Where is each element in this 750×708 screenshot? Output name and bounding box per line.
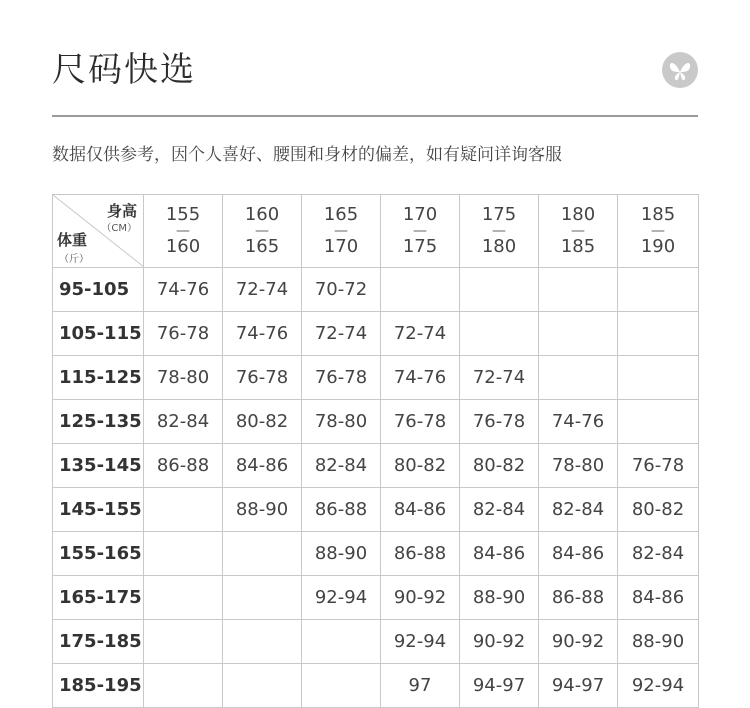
table-row [53, 400, 699, 444]
height-label: 身高 [106, 202, 137, 220]
height-from: 185 [640, 204, 676, 225]
size-cell: 72-74 [460, 356, 539, 400]
height-to: 185 [560, 236, 596, 257]
size-cell [144, 488, 223, 532]
size-cell: 74-76 [223, 312, 302, 356]
size-cell [618, 268, 699, 312]
weight-row-label: 95-105 [53, 268, 144, 312]
table-row [53, 444, 699, 488]
height-column-header [381, 195, 460, 268]
table-row [53, 488, 699, 532]
size-cell: 82-84 [144, 400, 223, 444]
size-cell: 92-94 [618, 664, 699, 708]
size-cell: 72-74 [381, 312, 460, 356]
size-cell [144, 532, 223, 576]
size-cell: 76-78 [381, 400, 460, 444]
range-dash: — [176, 223, 190, 239]
size-cell [144, 664, 223, 708]
size-cell [539, 312, 618, 356]
size-cell: 90-92 [381, 576, 460, 620]
height-from: 170 [402, 204, 438, 225]
size-cell: 80-82 [460, 444, 539, 488]
size-cell: 74-76 [539, 400, 618, 444]
height-unit-label: （CM） [101, 223, 137, 234]
height-to: 180 [481, 236, 517, 257]
table-row [53, 532, 699, 576]
size-cell: 84-86 [618, 576, 699, 620]
size-cell: 78-80 [539, 444, 618, 488]
size-cell [539, 268, 618, 312]
size-cell: 88-90 [618, 620, 699, 664]
size-cell: 84-86 [460, 532, 539, 576]
size-cell [460, 312, 539, 356]
size-cell: 88-90 [302, 532, 381, 576]
size-cell [618, 400, 699, 444]
height-from: 175 [481, 204, 517, 225]
size-cell: 76-78 [144, 312, 223, 356]
size-cell: 84-86 [381, 488, 460, 532]
size-cell [223, 620, 302, 664]
weight-row-label: 165-175 [53, 576, 144, 620]
range-dash: — [255, 223, 269, 239]
size-cell [144, 620, 223, 664]
height-to: 170 [323, 236, 359, 257]
weight-row-label: 155-165 [53, 532, 144, 576]
weight-row-label: 185-195 [53, 664, 144, 708]
size-cell: 76-78 [223, 356, 302, 400]
range-dash: — [413, 223, 427, 239]
title-divider [52, 115, 698, 117]
header-row [53, 195, 699, 268]
size-cell: 82-84 [460, 488, 539, 532]
height-from: 165 [323, 204, 359, 225]
size-cell: 72-74 [223, 268, 302, 312]
disclaimer-text: 数据仅供参考，因个人喜好、腰围和身材的偏差，如有疑问详询客服 [52, 145, 562, 165]
size-cell [144, 576, 223, 620]
size-cell: 70-72 [302, 268, 381, 312]
height-from: 155 [165, 204, 201, 225]
size-cell: 92-94 [381, 620, 460, 664]
size-cell: 80-82 [381, 444, 460, 488]
size-cell: 72-74 [302, 312, 381, 356]
height-column-header [302, 195, 381, 268]
height-column-header [618, 195, 699, 268]
range-dash: — [334, 223, 348, 239]
height-column-header [460, 195, 539, 268]
size-cell: 82-84 [539, 488, 618, 532]
range-dash: — [651, 223, 665, 239]
height-to: 160 [165, 236, 201, 257]
size-cell: 86-88 [144, 444, 223, 488]
size-cell: 94-97 [539, 664, 618, 708]
size-cell [618, 356, 699, 400]
height-column-header [539, 195, 618, 268]
weight-row-label: 135-145 [53, 444, 144, 488]
size-cell [381, 268, 460, 312]
weight-row-label: 175-185 [53, 620, 144, 664]
size-cell: 86-88 [381, 532, 460, 576]
size-cell: 82-84 [302, 444, 381, 488]
size-cell: 78-80 [302, 400, 381, 444]
table-row [53, 268, 699, 312]
size-cell: 88-90 [223, 488, 302, 532]
height-column-header [223, 195, 302, 268]
size-cell [539, 356, 618, 400]
size-cell: 92-94 [302, 576, 381, 620]
weight-row-label: 105-115 [53, 312, 144, 356]
size-cell [223, 664, 302, 708]
weight-row-label: 145-155 [53, 488, 144, 532]
size-cell: 76-78 [618, 444, 699, 488]
size-cell: 90-92 [539, 620, 618, 664]
corner-header-cell [53, 195, 144, 268]
butterfly-logo-icon [662, 52, 698, 88]
size-cell: 80-82 [223, 400, 302, 444]
size-chart-table [52, 194, 699, 708]
size-cell [223, 532, 302, 576]
range-dash: — [571, 223, 585, 239]
size-cell: 78-80 [144, 356, 223, 400]
size-cell: 84-86 [223, 444, 302, 488]
size-cell: 80-82 [618, 488, 699, 532]
size-cell: 76-78 [460, 400, 539, 444]
table-row [53, 576, 699, 620]
height-column-header [144, 195, 223, 268]
weight-row-label: 125-135 [53, 400, 144, 444]
size-cell: 82-84 [618, 532, 699, 576]
weight-row-label: 115-125 [53, 356, 144, 400]
height-from: 180 [560, 204, 596, 225]
table-row [53, 312, 699, 356]
weight-unit-label: （斤） [59, 254, 89, 265]
size-cell [302, 620, 381, 664]
size-cell: 88-90 [460, 576, 539, 620]
size-cell: 90-92 [460, 620, 539, 664]
height-to: 165 [244, 236, 280, 257]
height-to: 175 [402, 236, 438, 257]
size-cell: 74-76 [381, 356, 460, 400]
size-cell: 86-88 [302, 488, 381, 532]
size-cell [302, 664, 381, 708]
size-cell: 74-76 [144, 268, 223, 312]
page-title: 尺码快选 [52, 50, 196, 90]
table-row [53, 620, 699, 664]
size-cell [223, 576, 302, 620]
table-row [53, 664, 699, 708]
size-cell: 84-86 [539, 532, 618, 576]
size-cell: 86-88 [539, 576, 618, 620]
size-cell: 97 [381, 664, 460, 708]
size-cell: 76-78 [302, 356, 381, 400]
height-from: 160 [244, 204, 280, 225]
height-to: 190 [640, 236, 676, 257]
table-row [53, 356, 699, 400]
size-cell: 94-97 [460, 664, 539, 708]
range-dash: — [492, 223, 506, 239]
weight-label: 体重 [57, 231, 88, 249]
size-cell [460, 268, 539, 312]
size-cell [618, 312, 699, 356]
